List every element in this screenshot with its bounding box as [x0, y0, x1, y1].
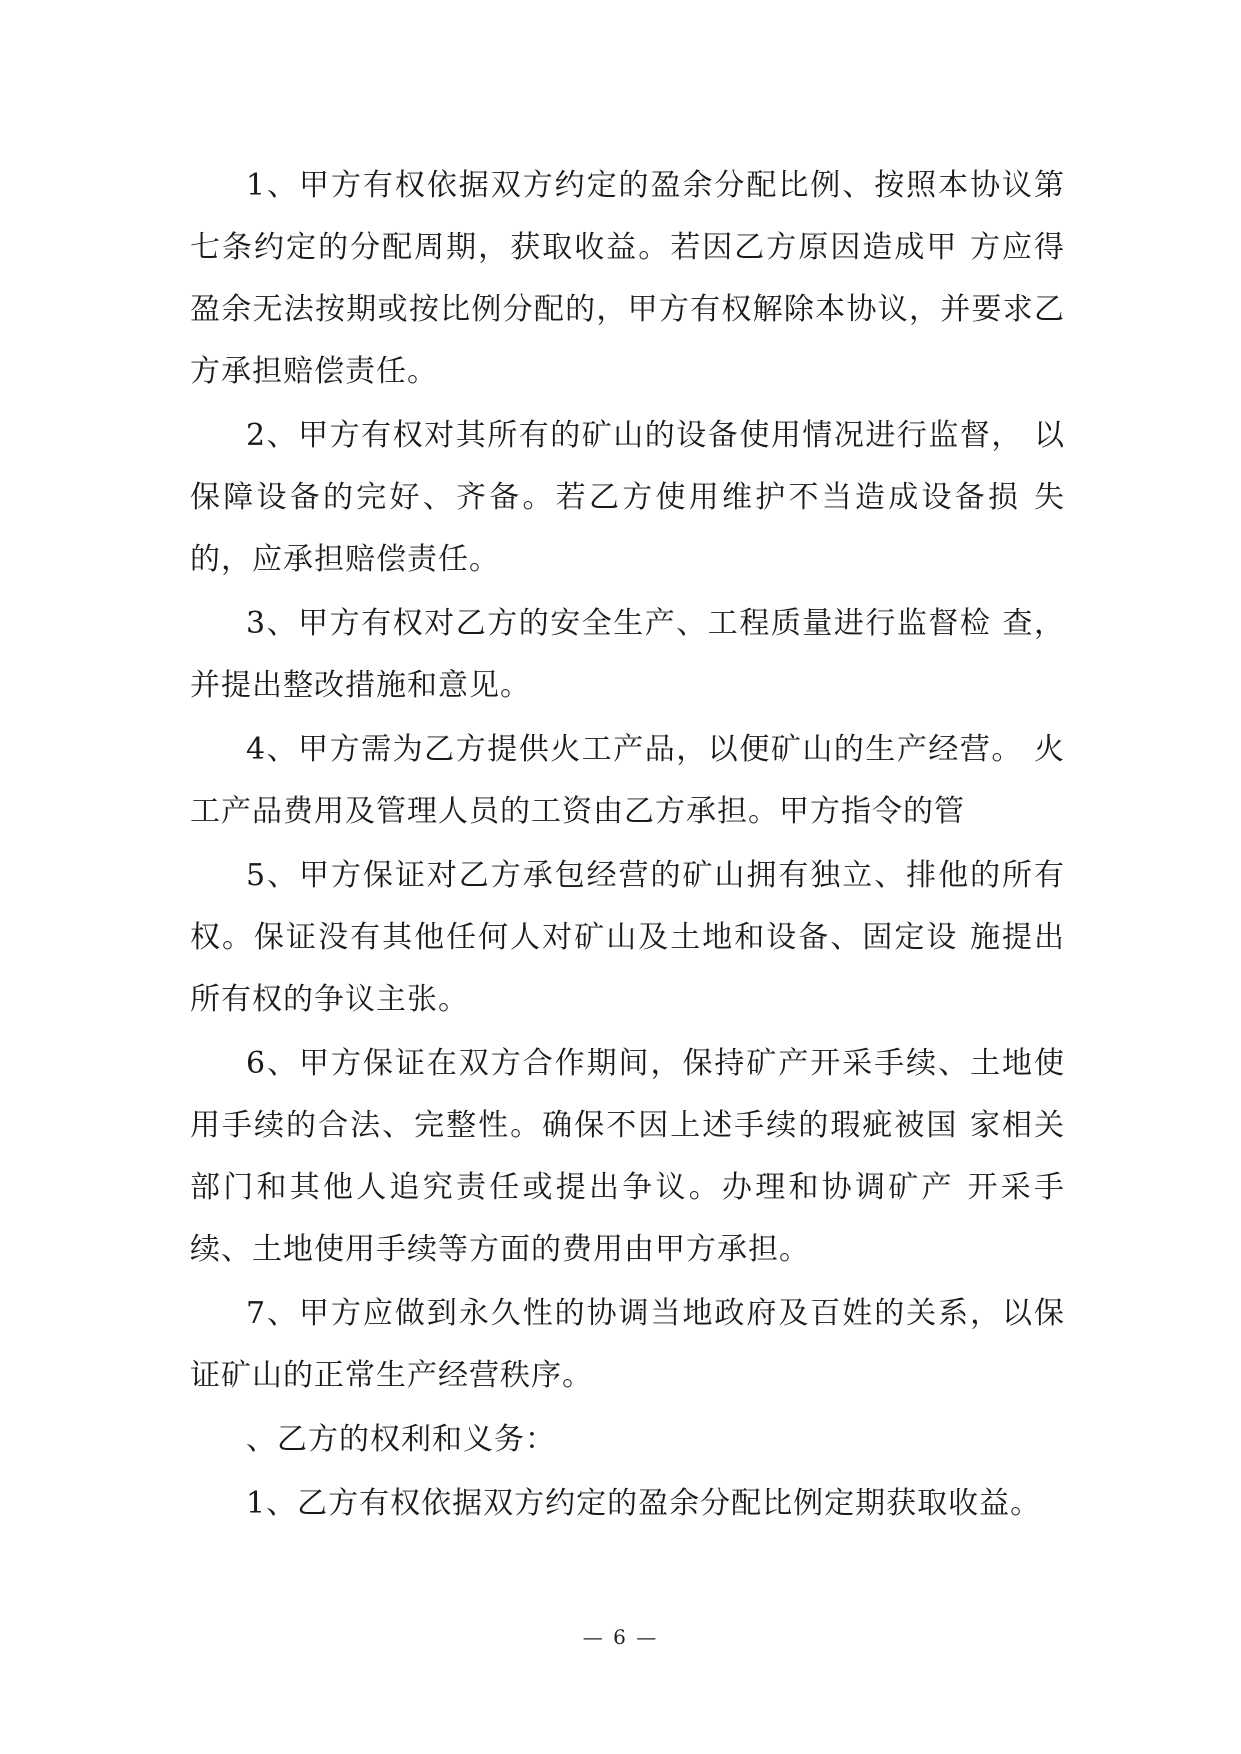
paragraph-clause-1: 1、甲方有权依据双方约定的盈余分配比例、按照本协议第七条约定的分配周期，获取收益。若因乙方原因造成甲 方应得盈余无法按期或按比例分配的，甲方有权解除本协议，并要求乙方承担赔偿责任。: [190, 168, 1065, 389]
paragraph-clause-5: 5、甲方保证对乙方承包经营的矿山拥有独立、排他的所有权。保证没有其他任何人对矿山及土地和设备、固定设 施提出所有权的争议主张。: [190, 858, 1065, 1017]
paragraph-clause-6: 6、甲方保证在双方合作期间，保持矿产开采手续、土地使用手续的合法、完整性。确保不因上述手续的瑕疵被国 家相关部门和其他人追究责任或提出争议。办理和协调矿产 开采手续、土地使用手续等方面的费用由甲方承担。: [190, 1046, 1065, 1267]
paragraph-clause-7: 7、甲方应做到永久性的协调当地政府及百姓的关系，以保证矿山的正常生产经营秩序。: [190, 1296, 1065, 1393]
document-body: [190, 155, 1065, 1537]
paragraph-party-b-clause-1: 1、乙方有权依据双方约定的盈余分配比例定期获取收益。: [246, 1486, 1042, 1521]
paragraph-clause-4: 4、甲方需为乙方提供火工产品，以便矿山的生产经营。 火工产品费用及管理人员的工资由乙方承担。甲方指令的管: [190, 732, 1065, 829]
paragraph-clause-3: 3、甲方有权对乙方的安全生产、工程质量进行监督检 查，并提出整改措施和意见。: [190, 606, 1065, 703]
section-heading-party-b: 、乙方的权利和义务：: [246, 1422, 556, 1457]
paragraph-clause-2: 2、甲方有权对其所有的矿山的设备使用情况进行监督， 以保障设备的完好、齐备。若乙方使用维护不当造成设备损 失的，应承担赔偿责任。: [190, 418, 1065, 577]
page-number: — 6 —: [582, 1625, 659, 1649]
